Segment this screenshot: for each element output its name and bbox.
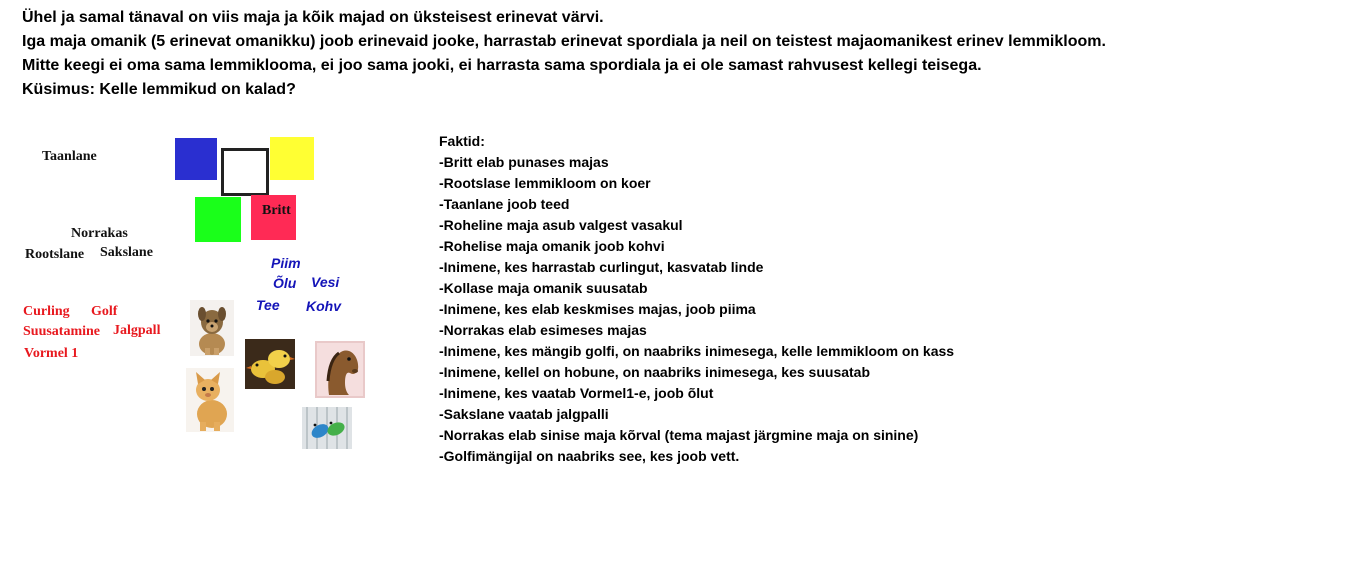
label-sakslane[interactable]: Sakslane [100,245,153,260]
fact-item: -Rootslase lemmikloom on koer [439,175,651,191]
label-vormel[interactable]: Vormel 1 [24,346,79,361]
pet-fish-image[interactable] [302,407,352,449]
label-kohv[interactable]: Kohv [306,298,341,314]
fact-item: -Inimene, kes elab keskmises majas, joob piima [439,301,756,317]
fact-item: -Roheline maja asub valgest vasakul [439,217,683,233]
label-olu[interactable]: Õlu [273,275,297,291]
label-taanlane[interactable]: Taanlane [42,149,97,164]
facts-panel [439,131,954,467]
house-blue[interactable] [175,138,217,180]
fact-item: -Sakslane vaatab jalgpalli [439,406,609,422]
pet-cat-image[interactable] [186,368,234,432]
label-rootslane[interactable]: Rootslane [25,247,85,262]
label-golf[interactable]: Golf [91,304,118,319]
intro-line-2: Iga maja omanik (5 erinevat omanikku) joob erinevaid jooke, harrastab erinevat spordiala ja neil on teistest majaomanikest erinev lemmikloom. [22,33,1106,50]
fact-item: -Inimene, kes mängib golfi, on naabriks inimesega, kelle lemmikloom on kass [439,343,955,359]
label-piim[interactable]: Piim [271,255,301,271]
label-suusatamine[interactable]: Suusatamine [23,324,101,339]
label-vesi[interactable]: Vesi [311,274,340,290]
intro-line-1: Ühel ja samal tänaval on viis maja ja kõik majad on üksteisest erinevat värvi. [22,9,604,26]
fact-item: -Taanlane joob teed [439,196,570,212]
label-norrakas[interactable]: Norrakas [71,226,128,241]
facts-list [439,152,954,467]
facts-title: Faktid: [439,133,485,149]
fact-item: -Kollase maja omanik suusatab [439,280,648,296]
fact-item: -Norrakas elab esimeses majas [439,322,647,338]
pet-dog-image[interactable] [190,300,234,356]
intro-text [22,6,1322,102]
fact-item: -Inimene, kellel on hobune, on naabriks inimesega, kes suusatab [439,364,871,380]
fact-item: -Inimene, kes harrastab curlingut, kasvatab linde [439,259,764,275]
house-red[interactable] [251,195,296,240]
house-red-owner-label: Britt [262,203,291,218]
label-curling[interactable]: Curling [23,304,70,319]
fact-item: -Norrakas elab sinise maja kõrval (tema majast järgmine maja on sinine) [439,427,919,443]
fact-item: -Inimene, kes vaatab Vormel1-e, joob õlut [439,385,714,401]
fact-item: -Rohelise maja omanik joob kohvi [439,238,665,254]
question-line: Küsimus: Kelle lemmikud on kalad? [22,81,296,98]
fact-item: -Golfimängijal on naabriks see, kes joob vett. [439,448,740,464]
house-white[interactable] [221,148,269,196]
house-yellow[interactable] [270,137,314,180]
label-tee[interactable]: Tee [256,297,280,313]
house-green[interactable] [195,197,241,242]
fact-item: -Britt elab punases majas [439,154,609,170]
intro-line-3: Mitte keegi ei oma sama lemmiklooma, ei joo sama jooki, ei harrasta sama spordiala ja ei ole samast rahvusest kellegi teisega. [22,57,982,74]
label-jalgpall[interactable]: Jalgpall [113,323,161,338]
pet-horse-image[interactable] [315,341,365,398]
pet-birds-image[interactable] [245,339,295,389]
